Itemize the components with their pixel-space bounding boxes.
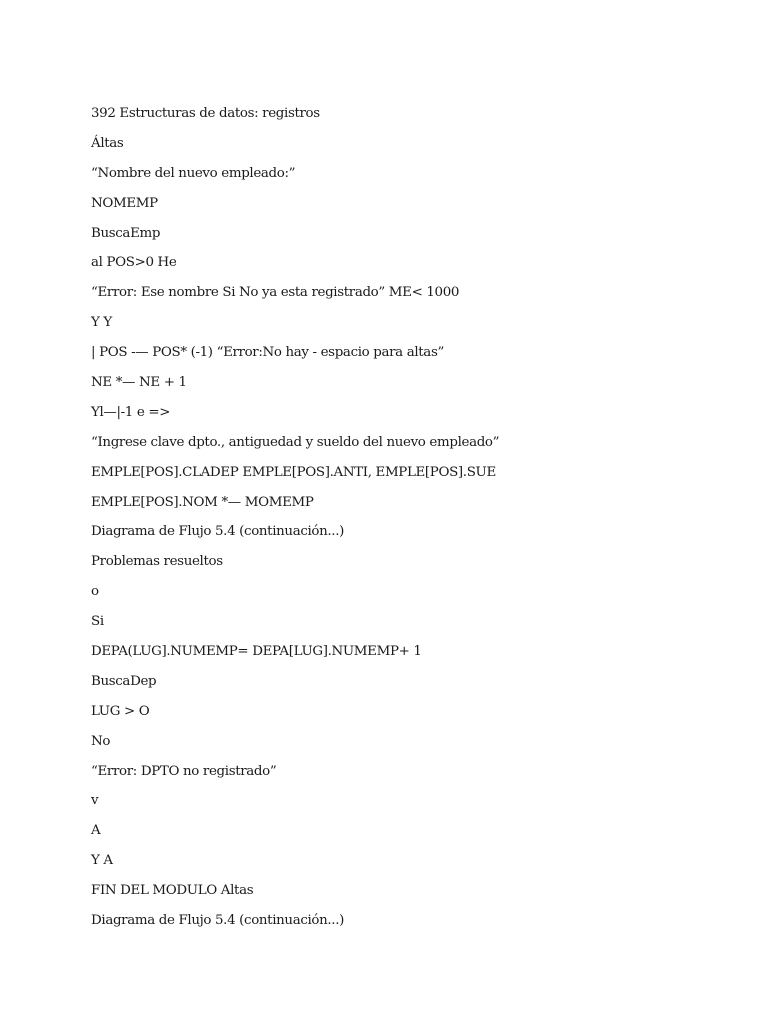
line-v: v [91,793,99,809]
line-pos-condition: al POS>0 He [91,255,177,271]
line-error-dpto: “Error: DPTO no registrado” [91,763,277,779]
line-nomemp: NOMEMP [91,195,158,211]
line-depa-increment: DEPA(LUG].NUMEMP= DEPA[LUG].NUMEMP+ 1 [91,644,422,660]
line-diagram-caption: Diagrama de Flujo 5.4 (continuación...) [91,524,344,540]
line-pos-assign: | POS -— POS* (-1) “Error:No hay - espacio para altas” [91,345,444,361]
line-altas-title: Áltas [91,135,124,151]
line-error-registered: “Error: Ese nombre Si No ya esta registrado” ME< 1000 [91,285,460,301]
text-lines [91,103,731,940]
line-o: o [91,584,99,600]
line-no: No [91,733,111,749]
line-ne-increment: NE *— NE + 1 [91,375,187,391]
line-emple-nom: EMPLE[POS].NOM *— MOMEMP [91,494,314,510]
line-yy: Y Y [91,315,112,331]
line-buscaemp: BuscaEmp [91,225,161,241]
line-ya: Y A [91,853,113,869]
line-prompt-name: “Nombre del nuevo empleado:” [91,165,296,181]
line-si: Si [91,614,104,630]
line-buscadep: BuscaDep [91,673,157,689]
line-prompt-department: “Ingrese clave dpto., antiguedad y sueldo del nuevo empleado” [91,434,500,450]
line-emple-fields: EMPLE[POS].CLADEP EMPLE[POS].ANTI, EMPLE[POS].SUE [91,464,496,480]
line-diagram-caption-end: Diagrama de Flujo 5.4 (continuación...) [91,913,344,929]
line-page-header: 392 Estructuras de datos: registros [91,106,320,121]
line-lug-condition: LUG > O [91,703,150,719]
line-problems-heading: Problemas resueltos [91,554,223,570]
line-yl: Yl—|-1 e => [91,404,171,420]
line-a: A [91,823,101,839]
line-module-end: FIN DEL MODULO Altas [91,883,254,899]
